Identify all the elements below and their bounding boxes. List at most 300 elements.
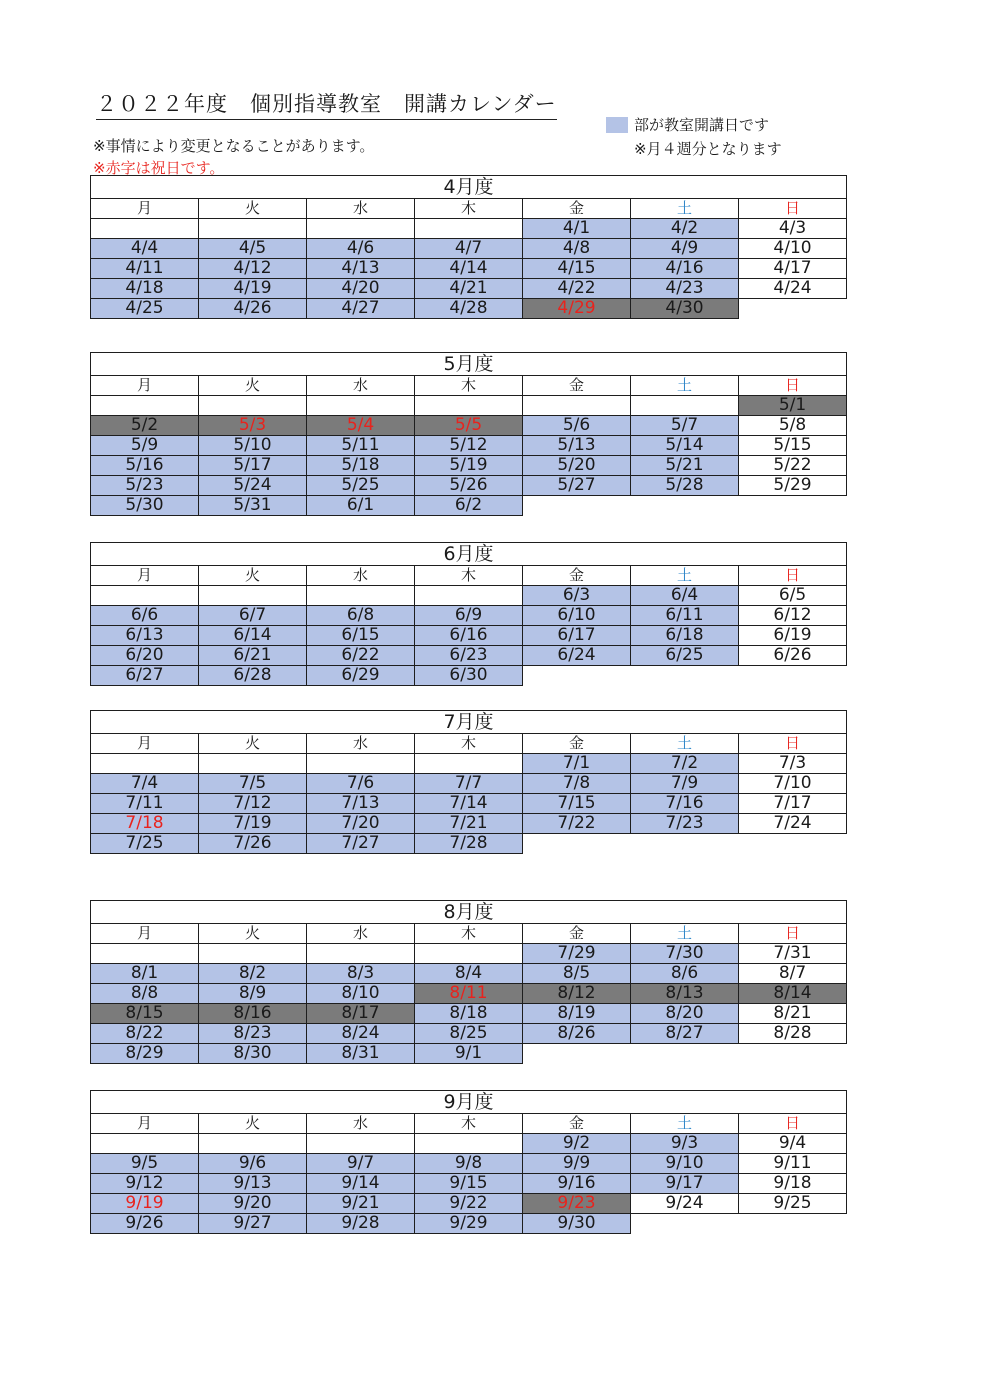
week-row: [91, 646, 847, 666]
change-notice: ※事情により変更となることがあります。: [93, 137, 375, 155]
day-cell: 5/3: [199, 416, 307, 436]
day-cell: 4/3: [739, 219, 847, 239]
day-cell: 4/7: [415, 239, 523, 259]
day-cell: 7/26: [199, 834, 307, 854]
week-row: [91, 1154, 847, 1174]
day-cell: 8/19: [523, 1004, 631, 1024]
day-cell: 8/29: [91, 1044, 199, 1064]
day-cell: 6/13: [91, 626, 199, 646]
week-row: [91, 279, 847, 299]
weekday-header: 水: [307, 734, 415, 754]
week-row: [91, 239, 847, 259]
day-cell: 8/31: [307, 1044, 415, 1064]
day-cell: 4/24: [739, 279, 847, 299]
day-cell: 8/9: [199, 984, 307, 1004]
day-cell: 5/9: [91, 436, 199, 456]
day-cell: [199, 396, 307, 416]
day-cell: 9/1: [415, 1044, 523, 1064]
weekday-header: 土: [631, 734, 739, 754]
day-cell: 7/9: [631, 774, 739, 794]
week-row: [91, 1004, 847, 1024]
day-cell: 4/27: [307, 299, 415, 319]
day-cell: 9/3: [631, 1134, 739, 1154]
day-cell: 8/6: [631, 964, 739, 984]
day-cell: 4/5: [199, 239, 307, 259]
day-cell: 7/14: [415, 794, 523, 814]
day-cell: 7/10: [739, 774, 847, 794]
weekday-header: 日: [739, 376, 847, 396]
day-cell: 8/10: [307, 984, 415, 1004]
day-cell: 5/15: [739, 436, 847, 456]
day-cell: 8/11: [415, 984, 523, 1004]
weekday-header: 火: [199, 199, 307, 219]
day-cell: 6/7: [199, 606, 307, 626]
week-row: [91, 456, 847, 476]
day-cell: 9/27: [199, 1214, 307, 1234]
day-cell: 6/4: [631, 586, 739, 606]
day-cell: 6/9: [415, 606, 523, 626]
day-cell: [307, 396, 415, 416]
day-cell: 4/2: [631, 219, 739, 239]
week-row: [91, 834, 847, 854]
day-cell: 8/23: [199, 1024, 307, 1044]
day-cell: 4/15: [523, 259, 631, 279]
day-cell: 4/21: [415, 279, 523, 299]
week-row: [91, 626, 847, 646]
week-row: [91, 606, 847, 626]
day-cell: 5/10: [199, 436, 307, 456]
day-cell: 8/13: [631, 984, 739, 1004]
day-cell: 6/5: [739, 586, 847, 606]
day-cell: 7/17: [739, 794, 847, 814]
month-calendar: [90, 175, 847, 319]
day-cell: [523, 496, 631, 516]
day-cell: [307, 944, 415, 964]
page-title: ２０２２年度 個別指導教室 開講カレンダー: [96, 88, 557, 120]
day-cell: 6/14: [199, 626, 307, 646]
week-row: [91, 666, 847, 686]
day-cell: 5/12: [415, 436, 523, 456]
day-cell: 9/13: [199, 1174, 307, 1194]
day-cell: 9/9: [523, 1154, 631, 1174]
day-cell: 4/25: [91, 299, 199, 319]
day-cell: [415, 586, 523, 606]
day-cell: 7/27: [307, 834, 415, 854]
day-cell: [199, 219, 307, 239]
day-cell: 4/4: [91, 239, 199, 259]
weekday-header: 木: [415, 924, 523, 944]
day-cell: 4/16: [631, 259, 739, 279]
day-cell: 6/30: [415, 666, 523, 686]
weekday-header: 水: [307, 199, 415, 219]
day-cell: 6/28: [199, 666, 307, 686]
weekday-header: 金: [523, 924, 631, 944]
day-cell: 9/12: [91, 1174, 199, 1194]
week-row: [91, 984, 847, 1004]
day-cell: 9/24: [631, 1194, 739, 1214]
week-row: [91, 774, 847, 794]
day-cell: 6/23: [415, 646, 523, 666]
day-cell: 9/30: [523, 1214, 631, 1234]
day-cell: 8/5: [523, 964, 631, 984]
legend-swatch: [606, 117, 628, 133]
day-cell: 9/17: [631, 1174, 739, 1194]
month-title: 7月度: [91, 711, 847, 734]
day-cell: 4/28: [415, 299, 523, 319]
weekday-header: 金: [523, 1114, 631, 1134]
week-row: [91, 436, 847, 456]
weekday-header: 月: [91, 734, 199, 754]
day-cell: 4/12: [199, 259, 307, 279]
day-cell: [199, 944, 307, 964]
month-calendar: [90, 900, 847, 1064]
day-cell: [91, 754, 199, 774]
day-cell: 8/16: [199, 1004, 307, 1024]
legend: [606, 114, 782, 159]
month-calendar: [90, 1090, 847, 1234]
weekday-header: 月: [91, 376, 199, 396]
day-cell: 9/20: [199, 1194, 307, 1214]
day-cell: [739, 299, 847, 319]
day-cell: 7/4: [91, 774, 199, 794]
day-cell: 8/20: [631, 1004, 739, 1024]
day-cell: [739, 1214, 847, 1234]
day-cell: 4/6: [307, 239, 415, 259]
day-cell: 5/25: [307, 476, 415, 496]
day-cell: [523, 396, 631, 416]
weekday-header: 火: [199, 376, 307, 396]
day-cell: [307, 586, 415, 606]
week-row: [91, 299, 847, 319]
day-cell: [631, 396, 739, 416]
day-cell: 8/17: [307, 1004, 415, 1024]
weekday-header: 日: [739, 924, 847, 944]
legend-label: 部が教室開講日です: [634, 116, 770, 134]
month-calendar: [90, 542, 847, 686]
weekday-header: 日: [739, 199, 847, 219]
day-cell: [631, 1214, 739, 1234]
weekday-header: 水: [307, 924, 415, 944]
week-row: [91, 1044, 847, 1064]
day-cell: 6/24: [523, 646, 631, 666]
legend-sub: ※月４週分となります: [634, 140, 782, 158]
day-cell: 9/29: [415, 1214, 523, 1234]
week-row: [91, 586, 847, 606]
weekday-header: 火: [199, 566, 307, 586]
day-cell: [415, 219, 523, 239]
week-row: [91, 754, 847, 774]
day-cell: 7/13: [307, 794, 415, 814]
day-cell: 4/1: [523, 219, 631, 239]
day-cell: 5/31: [199, 496, 307, 516]
day-cell: 5/18: [307, 456, 415, 476]
day-cell: 9/2: [523, 1134, 631, 1154]
day-cell: 4/13: [307, 259, 415, 279]
day-cell: 5/23: [91, 476, 199, 496]
weekday-header: 土: [631, 924, 739, 944]
day-cell: 7/19: [199, 814, 307, 834]
day-cell: 7/25: [91, 834, 199, 854]
day-cell: 7/11: [91, 794, 199, 814]
day-cell: 4/11: [91, 259, 199, 279]
day-cell: 8/28: [739, 1024, 847, 1044]
day-cell: 8/24: [307, 1024, 415, 1044]
week-row: [91, 1194, 847, 1214]
day-cell: 7/8: [523, 774, 631, 794]
day-cell: [199, 754, 307, 774]
day-cell: 7/6: [307, 774, 415, 794]
day-cell: 5/7: [631, 416, 739, 436]
day-cell: 7/29: [523, 944, 631, 964]
weekday-header: 木: [415, 376, 523, 396]
day-cell: 9/23: [523, 1194, 631, 1214]
day-cell: 8/7: [739, 964, 847, 984]
day-cell: 9/6: [199, 1154, 307, 1174]
weekday-header: 日: [739, 566, 847, 586]
day-cell: 8/1: [91, 964, 199, 984]
holiday-notice: ※赤字は祝日です。: [93, 159, 225, 177]
day-cell: 7/30: [631, 944, 739, 964]
day-cell: 7/18: [91, 814, 199, 834]
day-cell: [91, 586, 199, 606]
day-cell: 4/26: [199, 299, 307, 319]
day-cell: [523, 834, 631, 854]
day-cell: 5/2: [91, 416, 199, 436]
weekday-header: 水: [307, 566, 415, 586]
day-cell: 5/27: [523, 476, 631, 496]
day-cell: [739, 666, 847, 686]
day-cell: 6/10: [523, 606, 631, 626]
week-row: [91, 1134, 847, 1154]
day-cell: 9/8: [415, 1154, 523, 1174]
day-cell: 6/8: [307, 606, 415, 626]
day-cell: 5/19: [415, 456, 523, 476]
day-cell: 5/14: [631, 436, 739, 456]
day-cell: 4/10: [739, 239, 847, 259]
weekday-header: 金: [523, 734, 631, 754]
day-cell: [415, 396, 523, 416]
weekday-header: 土: [631, 1114, 739, 1134]
week-row: [91, 259, 847, 279]
week-row: [91, 416, 847, 436]
weekday-header: 月: [91, 1114, 199, 1134]
day-cell: 4/18: [91, 279, 199, 299]
day-cell: 6/20: [91, 646, 199, 666]
day-cell: [631, 834, 739, 854]
day-cell: 6/25: [631, 646, 739, 666]
day-cell: 8/21: [739, 1004, 847, 1024]
day-cell: 9/26: [91, 1214, 199, 1234]
day-cell: 5/30: [91, 496, 199, 516]
day-cell: [739, 1044, 847, 1064]
weekday-header: 金: [523, 376, 631, 396]
month-title: 8月度: [91, 901, 847, 924]
weekday-header: 月: [91, 199, 199, 219]
day-cell: 5/24: [199, 476, 307, 496]
day-cell: 7/24: [739, 814, 847, 834]
day-cell: [523, 666, 631, 686]
day-cell: 5/6: [523, 416, 631, 436]
day-cell: 7/7: [415, 774, 523, 794]
day-cell: 5/21: [631, 456, 739, 476]
weekday-header: 木: [415, 1114, 523, 1134]
month-title: 4月度: [91, 176, 847, 199]
day-cell: [307, 1134, 415, 1154]
day-cell: [523, 1044, 631, 1064]
week-row: [91, 496, 847, 516]
day-cell: 8/4: [415, 964, 523, 984]
weekday-header: 土: [631, 199, 739, 219]
weekday-header: 金: [523, 199, 631, 219]
day-cell: [631, 496, 739, 516]
week-row: [91, 396, 847, 416]
day-cell: [91, 396, 199, 416]
day-cell: 9/19: [91, 1194, 199, 1214]
day-cell: 5/22: [739, 456, 847, 476]
day-cell: [199, 586, 307, 606]
weekday-header: 月: [91, 566, 199, 586]
day-cell: 5/28: [631, 476, 739, 496]
day-cell: 8/25: [415, 1024, 523, 1044]
day-cell: 4/17: [739, 259, 847, 279]
day-cell: 4/14: [415, 259, 523, 279]
day-cell: 4/23: [631, 279, 739, 299]
weekday-header: 水: [307, 376, 415, 396]
week-row: [91, 1024, 847, 1044]
day-cell: [91, 219, 199, 239]
day-cell: 9/21: [307, 1194, 415, 1214]
day-cell: 4/22: [523, 279, 631, 299]
day-cell: 6/17: [523, 626, 631, 646]
day-cell: 8/15: [91, 1004, 199, 1024]
day-cell: 6/18: [631, 626, 739, 646]
day-cell: [415, 754, 523, 774]
day-cell: 5/16: [91, 456, 199, 476]
day-cell: 7/28: [415, 834, 523, 854]
day-cell: 8/2: [199, 964, 307, 984]
day-cell: 6/3: [523, 586, 631, 606]
day-cell: 9/10: [631, 1154, 739, 1174]
day-cell: [307, 219, 415, 239]
day-cell: 6/15: [307, 626, 415, 646]
day-cell: [307, 754, 415, 774]
day-cell: 5/4: [307, 416, 415, 436]
weekday-header: 木: [415, 566, 523, 586]
day-cell: 8/3: [307, 964, 415, 984]
day-cell: [739, 496, 847, 516]
day-cell: 6/21: [199, 646, 307, 666]
day-cell: 9/7: [307, 1154, 415, 1174]
day-cell: 6/19: [739, 626, 847, 646]
day-cell: 9/22: [415, 1194, 523, 1214]
day-cell: 9/5: [91, 1154, 199, 1174]
day-cell: 5/29: [739, 476, 847, 496]
day-cell: [415, 1134, 523, 1154]
weekday-header: 金: [523, 566, 631, 586]
day-cell: [91, 1134, 199, 1154]
month-title: 6月度: [91, 543, 847, 566]
week-row: [91, 219, 847, 239]
weekday-header: 火: [199, 1114, 307, 1134]
day-cell: 9/15: [415, 1174, 523, 1194]
day-cell: 8/30: [199, 1044, 307, 1064]
day-cell: [631, 666, 739, 686]
weekday-header: 火: [199, 734, 307, 754]
day-cell: 6/16: [415, 626, 523, 646]
day-cell: 4/19: [199, 279, 307, 299]
day-cell: 8/14: [739, 984, 847, 1004]
week-row: [91, 964, 847, 984]
day-cell: 5/13: [523, 436, 631, 456]
day-cell: 7/15: [523, 794, 631, 814]
day-cell: 8/27: [631, 1024, 739, 1044]
day-cell: 9/28: [307, 1214, 415, 1234]
day-cell: 5/17: [199, 456, 307, 476]
day-cell: 6/11: [631, 606, 739, 626]
day-cell: 6/29: [307, 666, 415, 686]
day-cell: 7/3: [739, 754, 847, 774]
day-cell: 8/8: [91, 984, 199, 1004]
day-cell: 5/8: [739, 416, 847, 436]
day-cell: 7/1: [523, 754, 631, 774]
day-cell: 8/18: [415, 1004, 523, 1024]
week-row: [91, 1214, 847, 1234]
week-row: [91, 476, 847, 496]
weekday-header: 木: [415, 734, 523, 754]
day-cell: 4/30: [631, 299, 739, 319]
day-cell: 7/2: [631, 754, 739, 774]
day-cell: 6/1: [307, 496, 415, 516]
day-cell: 9/14: [307, 1174, 415, 1194]
day-cell: [415, 944, 523, 964]
month-calendar: [90, 352, 847, 516]
day-cell: 8/26: [523, 1024, 631, 1044]
day-cell: 6/6: [91, 606, 199, 626]
day-cell: 6/2: [415, 496, 523, 516]
day-cell: 4/20: [307, 279, 415, 299]
day-cell: 4/8: [523, 239, 631, 259]
day-cell: 5/1: [739, 396, 847, 416]
day-cell: 5/20: [523, 456, 631, 476]
weekday-header: 日: [739, 1114, 847, 1134]
day-cell: 7/5: [199, 774, 307, 794]
weekday-header: 火: [199, 924, 307, 944]
day-cell: [739, 834, 847, 854]
week-row: [91, 1174, 847, 1194]
weekday-header: 水: [307, 1114, 415, 1134]
day-cell: 6/12: [739, 606, 847, 626]
day-cell: 5/26: [415, 476, 523, 496]
weekday-header: 土: [631, 376, 739, 396]
day-cell: [199, 1134, 307, 1154]
week-row: [91, 794, 847, 814]
day-cell: 5/11: [307, 436, 415, 456]
day-cell: 4/9: [631, 239, 739, 259]
weekday-header: 月: [91, 924, 199, 944]
day-cell: [91, 944, 199, 964]
month-title: 5月度: [91, 353, 847, 376]
day-cell: 8/12: [523, 984, 631, 1004]
day-cell: [631, 1044, 739, 1064]
day-cell: 7/21: [415, 814, 523, 834]
week-row: [91, 814, 847, 834]
day-cell: 7/31: [739, 944, 847, 964]
month-title: 9月度: [91, 1091, 847, 1114]
day-cell: 9/16: [523, 1174, 631, 1194]
day-cell: 6/27: [91, 666, 199, 686]
day-cell: 9/18: [739, 1174, 847, 1194]
week-row: [91, 944, 847, 964]
